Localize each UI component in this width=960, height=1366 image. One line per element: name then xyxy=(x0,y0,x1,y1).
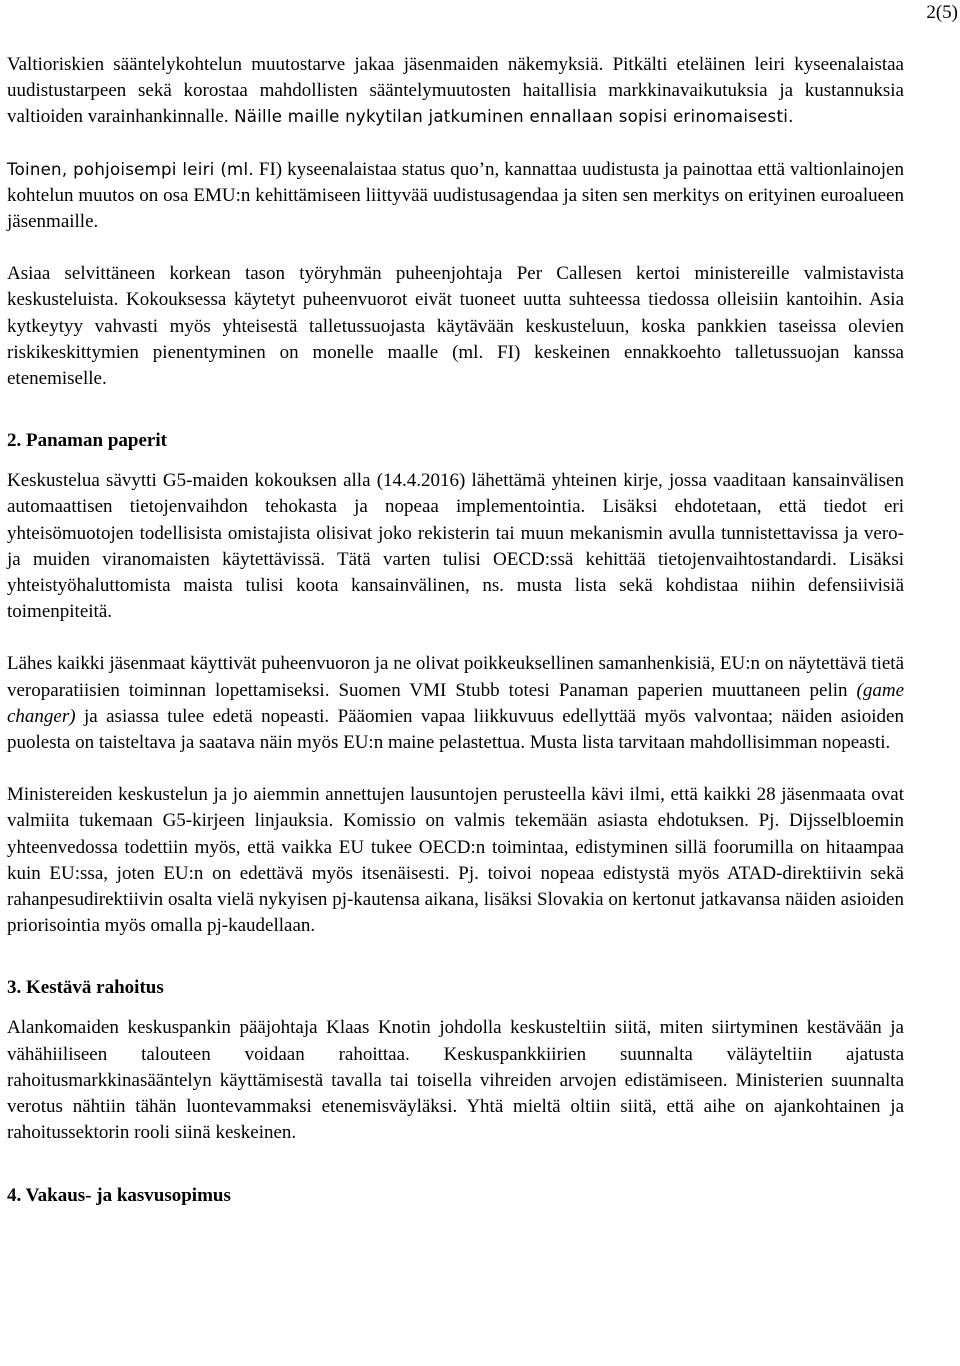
paragraph-text: ja asiassa tulee edetä nopeasti. Pääomien vapaa liikkuvuus edellyttää myös valvontaa; näiden asioiden puolesta on taisteltava ja saatava näin myös EU:n maine pelastettua. Musta lista tarvitaan mahdollisimman nopeasti. xyxy=(7,705,904,754)
paragraph-working-group: Asiaa selvittäneen korkean tason työryhmän puheenjohtaja Per Callesen kertoi ministereille valmistavista keskusteluista. Kokouksessa käytetyt puheenvuorot eivät tuoneet uutta suhteessa tiedossa olleisiin kantoihin. Asia kytkeytyy vahvasti myös yhteisestä talletussuojasta käytävään keskusteluun, koska pankkien taseissa olevien riskikeskittymien pienentyminen on monelle maalle (ml. FI) keskeinen ennakkoehto talletussuojan kanssa etenemiselle. xyxy=(7,263,904,390)
paragraph-text: Lähes kaikki jäsenmaat käyttivät puheenvuoron ja ne olivat poikkeuksellinen samanhenkisiä, EU:n on näytettävä tietä veroparatiisien toiminnan lopettamiseksi. Suomen VMI Stubb totesi Panaman paperien muuttaneen pelin xyxy=(7,653,904,701)
document-body xyxy=(7,52,904,1223)
paragraph-text: Näille maille nykytilan jatkuminen ennallaan sopisi erinomaisesti. xyxy=(228,107,794,127)
section-heading-stability-pact: 4. Vakaus- ja kasvusopimus xyxy=(7,1184,231,1206)
paragraph-sovereign-risk-views xyxy=(7,52,904,131)
paragraph-text: Toinen, pohjoisempi leiri (ml. xyxy=(7,159,254,179)
paragraph-text: FI) kyseenalaistaa status quo’n, kannattaa uudistusta ja painottaa että valtionlainojen kohtelun muutos on osa EMU:n kehittämiseen liittyvää uudistusagendaa ja siten sen merkitys on erityinen euroalueen jäsenmaille. xyxy=(7,158,904,233)
paragraph-ministers-discussion: Ministereiden keskustelun ja jo aiemmin annettujen lausuntojen perusteella kävi ilmi, että kaikki 28 jäsenmaata ovat valmiita tukemaan G5-kirjeen linjauksia. Komissio on valmis tekemään asiasta ehdotuksen. Pj. Dijsselbloemin yhteenvedossa todettiin myös, että vaikka EU tukee OECD:n toimintaa, edistyminen sillä foorumilla on hitaampaa kuin EU:ssa, joten EU:n on edettävä myös itsenäisesti. Pj. toivoi nopeaa edistystä myös ATAD-direktiivin sekä rahanpesudirektiivin osalta vielä nykyisen pj-kautensa aikana, lisäksi Slovakia on kertonut jatkavansa näiden asioiden priorisointia myös omalla pj-kaudellaan. xyxy=(7,784,904,937)
page-number: 2(5) xyxy=(926,2,958,23)
paragraph-text: Valtioriskien sääntelykohtelun muutostarve jakaa jäsenmaiden näkemyksiä. Pitkälti eteläinen leiri kyseenalaistaa uudistustarpeen sekä korostaa mahdollisten sääntelymuutosten haitallisia markkinavaikutuksia ja kustannuksia valtioiden varainhankinnalle. xyxy=(7,54,904,128)
section-heading-panama-papers: 2. Panaman paperit xyxy=(7,430,167,452)
paragraph-member-states-views xyxy=(7,651,904,756)
section-heading-sustainable-finance: 3. Kestävä rahoitus xyxy=(7,977,164,999)
paragraph-northern-camp xyxy=(7,157,904,236)
paragraph-sustainable-finance: Alankomaiden keskuspankin pääjohtaja Klaas Knotin johdolla keskusteltiin siitä, miten siirtyminen kestävään ja vähähiiliseen talouteen voidaan rahoittaa. Keskuspankkiirien suunnalta väläyteltiin ajatusta rahoitusmarkkinasääntelyn käyttämisestä tavalla tai toisella vihreiden arvojen edistämiseen. Ministerien suunnalta verotus nähtiin tähän luontevammaksi etenemisväyläksi. Yhtä mieltä oltiin siitä, että aihe on ajankohtainen ja rahoitussektorin rooli siinä keskeinen. xyxy=(7,1017,904,1144)
paragraph-italic-text: (game changer) xyxy=(7,679,904,727)
paragraph-g5-letter: Keskustelua sävytti G5-maiden kokouksen alla (14.4.2016) lähettämä yhteinen kirje, jossa vaaditaan kansainvälisen automaattisen tietojenvaihdon tehokasta ja nopeaa implementointia. Lisäksi ehdotetaan, että tiedot eri yhteisömuotojen todellisista omistajista olisivat joko rekisterin tai muun mekanismin avulla tunnistettavissa ja vero- ja muiden viranomaisten käytettävissä. Tätä varten tulisi OECD:ssä kehittää tietojenvaihtostandardi. Lisäksi yhteistyöhaluttomista maista tulisi koota kansainvälinen, ns. musta lista sekä kohdistaa niihin defensiivisiä toimenpiteitä. xyxy=(7,470,904,623)
